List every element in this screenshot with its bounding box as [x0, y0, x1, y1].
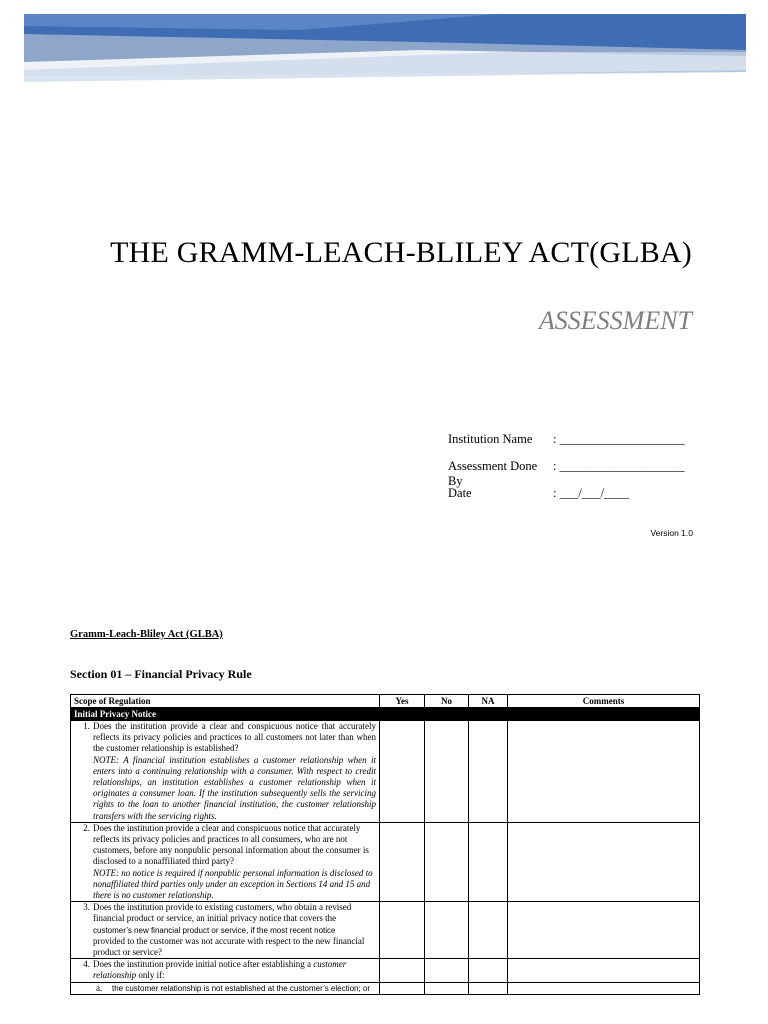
question-number: 2.: [83, 822, 90, 833]
comments-cell[interactable]: [508, 721, 700, 823]
no-cell[interactable]: [425, 721, 469, 823]
question-text: Does the institution provide initial notice after establishing a: [93, 959, 311, 970]
header-yes: Yes: [380, 695, 425, 708]
question-number: 4.: [83, 959, 90, 970]
yes-cell[interactable]: [380, 959, 425, 982]
question-cell: [71, 959, 380, 982]
info-row-institution: [448, 432, 685, 459]
version-label: Version 1.0: [650, 528, 693, 538]
question-text: Does the institution provide to existing customers, who obtain a revised financial product or service, an initial privacy notice that covers the: [93, 902, 352, 924]
header-scope: Scope of Regulation: [71, 695, 380, 708]
info-value: : ____________________: [553, 459, 685, 473]
no-cell[interactable]: [425, 982, 469, 994]
assessment-table: [70, 694, 700, 995]
info-row-assessor: [448, 459, 685, 486]
table-row: [71, 902, 700, 959]
info-value: : ____________________: [553, 432, 685, 446]
info-label: Institution Name: [448, 432, 533, 446]
assessment-info: [448, 432, 685, 513]
question-text-italic: customer relationship: [93, 959, 347, 981]
section-band: [71, 708, 700, 721]
question-cell: [71, 902, 380, 959]
no-cell[interactable]: [425, 902, 469, 959]
na-cell[interactable]: [469, 982, 508, 994]
header-banner: [0, 0, 768, 90]
comments-cell[interactable]: [508, 959, 700, 982]
na-cell[interactable]: [469, 822, 508, 901]
band-label: Initial Privacy Notice: [71, 708, 700, 721]
sub-item-letter: a.: [96, 982, 103, 993]
sub-item-text: the customer relationship is not established at the customer’s election; or: [112, 983, 371, 993]
header-na: NA: [469, 695, 508, 708]
table-row: [71, 982, 700, 994]
info-label: Date: [448, 486, 472, 500]
info-row-date: [448, 486, 685, 513]
question-cell: [71, 822, 380, 901]
question-cell: [71, 721, 380, 823]
question-note: NOTE: no notice is required if nonpublic personal information is disclosed to nonaffiliated third parties only under an exception in Sections 14 and 15 and there is no customer relationship.: [93, 867, 373, 901]
header-comments: Comments: [508, 695, 700, 708]
section-title: Section 01 – Financial Privacy Rule: [70, 667, 252, 681]
document-title: THE GRAMM-LEACH-BLILEY ACT(GLBA): [110, 236, 692, 269]
question-cell: [71, 982, 380, 994]
table-row: [71, 959, 700, 982]
yes-cell[interactable]: [380, 822, 425, 901]
question-text: Does the institution provide a clear and conspicuous notice that accurately reflects its privacy policies and practices to all consumers, who are not customers, before any nonpublic personal information about the consumer is disclosed to a nonaffiliated third party?: [93, 822, 369, 867]
yes-cell[interactable]: [380, 982, 425, 994]
no-cell[interactable]: [425, 822, 469, 901]
act-heading: Gramm-Leach-Bliley Act (GLBA): [70, 629, 223, 640]
na-cell[interactable]: [469, 902, 508, 959]
question-text: customer’s new financial product or service, if the most recent notice: [93, 925, 336, 935]
yes-cell[interactable]: [380, 721, 425, 823]
na-cell[interactable]: [469, 721, 508, 823]
yes-cell[interactable]: [380, 902, 425, 959]
comments-cell[interactable]: [508, 982, 700, 994]
comments-cell[interactable]: [508, 902, 700, 959]
header-no: No: [425, 695, 469, 708]
comments-cell[interactable]: [508, 822, 700, 901]
table-header-row: [71, 695, 700, 708]
question-note: NOTE: A financial institution establishes a customer relationship when it enters into a continuing relationship with a consumer. With respect to credit relationships, an institution establishes a customer relationship when it originates a consumer loan. If the institution subsequently sells the servicing rights to the loan to another financial institution, the customer relationship transfers with the servicing rights.: [93, 754, 376, 821]
table-row: [71, 721, 700, 823]
document-subtitle: ASSESSMENT: [538, 306, 692, 335]
question-number: 3.: [83, 902, 90, 913]
no-cell[interactable]: [425, 959, 469, 982]
table-row: [71, 822, 700, 901]
question-text: Does the institution provide a clear and conspicuous notice that accurately reflects its privacy policies and practices to all customers not later than when the customer relationship is established?: [93, 721, 376, 754]
info-value: : ___/___/____: [553, 486, 630, 500]
info-label: Assessment Done By: [448, 459, 538, 488]
question-text: provided to the customer was not accurate with respect to the new financial product or service?: [93, 935, 365, 958]
question-number: 1.: [83, 721, 90, 731]
question-text: only if:: [138, 970, 165, 981]
na-cell[interactable]: [469, 959, 508, 982]
